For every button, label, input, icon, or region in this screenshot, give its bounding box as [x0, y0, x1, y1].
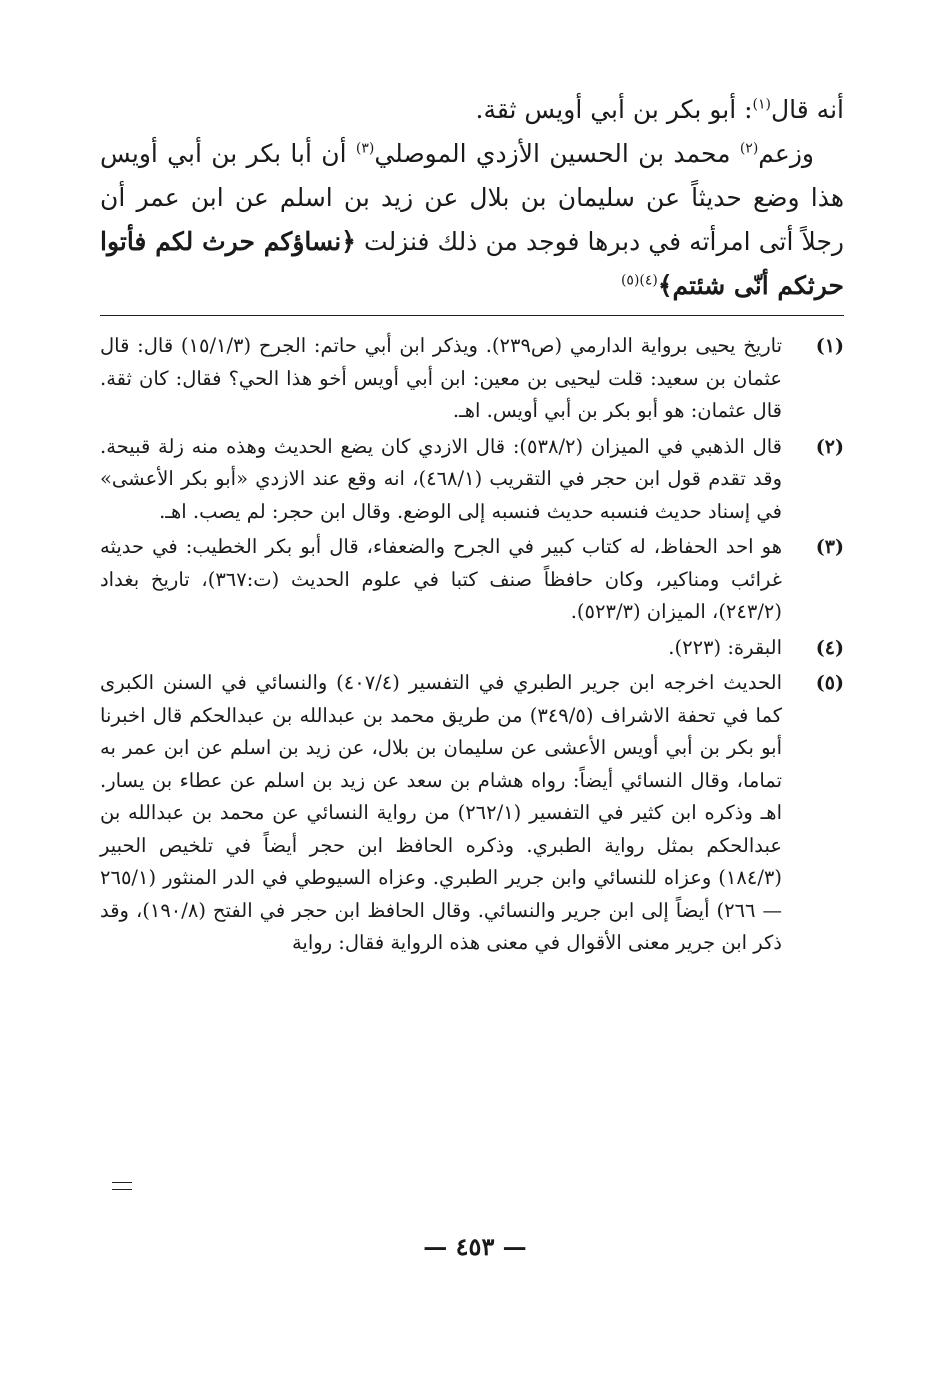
quran-verse: ﴿نساؤكم حرث لكم فأتوا حرثكم أنّى شئتم﴾	[100, 227, 844, 300]
footnote-1	[100, 330, 844, 428]
paragraph-1	[100, 88, 844, 132]
footnote-number: (٣)	[815, 536, 844, 558]
footnotes-section	[100, 330, 844, 963]
footnote-ref-2[interactable]: (٢)	[739, 140, 759, 157]
footnote-ref-1[interactable]: (١)	[752, 96, 771, 113]
text-run: وزعم	[758, 139, 814, 168]
footnote-text: تاريخ يحيى برواية الدارمي (ص٢٣٩). ويذكر ابن أبي حاتم: الجرح (١٥/١/٣) قال: قال عثمان بن سعيد: قلت ليحيى بن معين: ابن أبي أويس أخو هذا الحي؟ فقال: كان ثقة. قال عثمان: هو أبو بكر بن أبي أويس. اهـ.	[100, 334, 782, 422]
text-run: محمد بن الحسين الأزدي الموصلي	[374, 139, 740, 168]
paragraph-2	[100, 132, 844, 308]
text-run: أن أبا بكر بن أبي أويس هذا وضع حديثاً عن سليمان بن بلال عن زيد بن اسلم عن ابن عمر أن رجلاً أتى امرأته في دبرها فوجد من ذلك فنزلت	[100, 139, 844, 256]
footnote-ref-4-5[interactable]: (٤)(٥)	[620, 272, 658, 289]
footnote-5	[100, 667, 844, 960]
footnote-text: البقرة: (٢٢٣).	[668, 635, 782, 659]
footnote-ref-3[interactable]: (٣)	[355, 140, 375, 157]
footnote-number: (٢)	[815, 435, 844, 458]
page-number: — ٤٥٣ —	[423, 1232, 527, 1261]
main-text	[100, 88, 844, 308]
footnote-number: (٥)	[815, 672, 844, 694]
footnote-number: (١)	[815, 335, 844, 357]
footnote-4	[100, 632, 844, 665]
footnote-3	[100, 531, 844, 629]
text-run: أنه قال	[771, 95, 844, 124]
footnote-text: هو احد الحفاظ، له كتاب كبير في الجرح والضعفاء، قال أبو بكر الخطيب: في حديثه غرائب ومناكير، وكان حافظاً صنف كتبا في علوم الحديث (ت:٣٦٧)، تاريخ بغداد (٢٤٣/٢)، الميزان (٥٢٣/٣).	[100, 535, 782, 623]
footnote-number: (٤)	[815, 636, 844, 659]
footnote-divider	[100, 315, 844, 316]
footnote-2	[100, 431, 844, 529]
footnote-text: قال الذهبي في الميزان (٥٣٨/٢): قال الازدي كان يضع الحديث وهذه منه زلة قبيحة. وقد تقدم قول ابن حجر في التقريب (٤٦٨/١)، انه وقع عند الازدي «أبو بكر الأعشى» في إسناد حديث فنسبه حديث فنسبه إلى الوضع. وقال ابن حجر: لم يصب. اهـ.	[100, 434, 782, 523]
text-run: : أبو بكر بن أبي أويس ثقة.	[475, 95, 753, 124]
footnote-text: الحديث اخرجه ابن جرير الطبري في التفسير (٤٠٧/٤) والنسائي في السنن الكبرى كما في تحفة الاشراف (٣٤٩/٥) من طريق محمد بن عبدالله بن عبدالحكم قال اخبرنا أبو بكر بن أبي أويس الأعشى عن سليمان بن بلال، عن زيد بن اسلم عن ابن عمر به تماما، وقال النسائي أيضاً: رواه هشام بن سعد عن زيد بن اسلم عن عطاء بن يسار. اهـ وذكره ابن كثير في التفسير (٢٦٢/١) من رواية النسائي عن محمد بن عبدالله بن عبدالحكم بمثل رواية الطبري. وذكره الحافظ ابن حجر أيضاً في تلخيص الحبير (١٨٤/٣) وعزاه للنسائي وابن جرير الطبري. وعزاه السيوطي في الدر المنثور (٢٦٥/١ — ٢٦٦) أيضاً إلى ابن جرير والنسائي. وقال الحافظ ابن حجر في الفتح (١٩٠/٨)، وقد ذكر ابن جرير معنى الأقوال في معنى هذه الرواية فقال: رواية	[100, 671, 783, 954]
continuation-mark	[112, 1182, 132, 1190]
